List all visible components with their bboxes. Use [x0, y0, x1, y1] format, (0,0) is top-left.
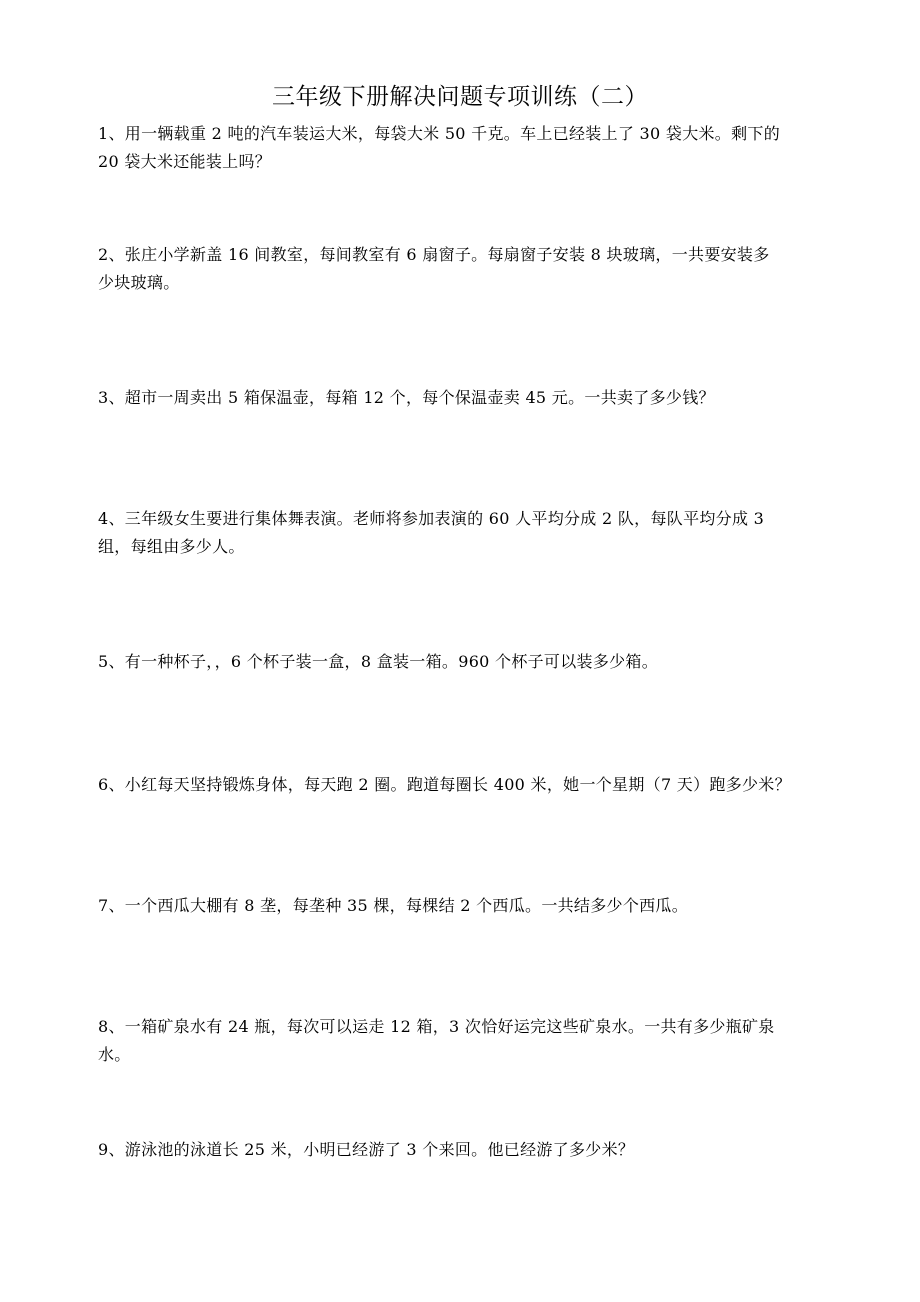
- problem-8-line-2: 水。: [98, 1045, 131, 1064]
- problem-1-line-2: 20 袋大米还能装上吗？: [98, 152, 272, 171]
- problem-7: [98, 892, 854, 920]
- problem-5: [98, 648, 854, 676]
- problem-4-line-2: 组，每组由多少人。: [98, 537, 245, 556]
- problem-2: [98, 241, 854, 297]
- problem-4: [98, 505, 854, 561]
- page-title: 三年级下册解决问题专项训练（二）: [272, 84, 648, 110]
- problem-8-line-1: 8、一箱矿泉水有 24 瓶，每次可以运走 12 箱，3 次恰好运完这些矿泉水。一共有多少瓶矿泉: [98, 1017, 775, 1036]
- problem-8: [98, 1013, 854, 1069]
- problem-1-line-1: 1、用一辆载重 2 吨的汽车装运大米，每袋大米 50 千克。车上已经装上了 30 袋大米。剩下的: [98, 124, 780, 143]
- problem-9: [98, 1136, 854, 1164]
- problem-3: [98, 384, 854, 412]
- problem-5-line-1: 5、有一种杯子，，6 个杯子装一盒，8 盒装一箱。960 个杯子可以装多少箱。: [98, 652, 659, 671]
- problem-9-line-1: 9、游泳池的泳道长 25 米，小明已经游了 3 个来回。他已经游了多少米？: [98, 1140, 635, 1159]
- problem-2-line-2: 少块玻璃。: [98, 273, 180, 292]
- problem-3-line-1: 3、超市一周卖出 5 箱保温壶，每箱 12 个，每个保温壶卖 45 元。一共卖了多少钱？: [98, 388, 715, 407]
- problem-7-line-1: 7、一个西瓜大棚有 8 垄，每垄种 35 棵，每棵结 2 个西瓜。一共结多少个西瓜。: [98, 896, 689, 915]
- problem-2-line-1: 2、张庄小学新盖 16 间教室，每间教室有 6 扇窗子。每扇窗子安装 8 块玻璃，一共要安装多: [98, 245, 770, 264]
- problem-1: [98, 120, 854, 176]
- problem-4-line-1: 4、三年级女生要进行集体舞表演。老师将参加表演的 60 人平均分成 2 队，每队平均分成 3: [98, 509, 765, 528]
- problem-6: [98, 771, 854, 799]
- problem-6-line-1: 6、小红每天坚持锻炼身体，每天跑 2 圈。跑道每圈长 400 米，她一个星期（7 天）跑多少米？: [98, 775, 791, 794]
